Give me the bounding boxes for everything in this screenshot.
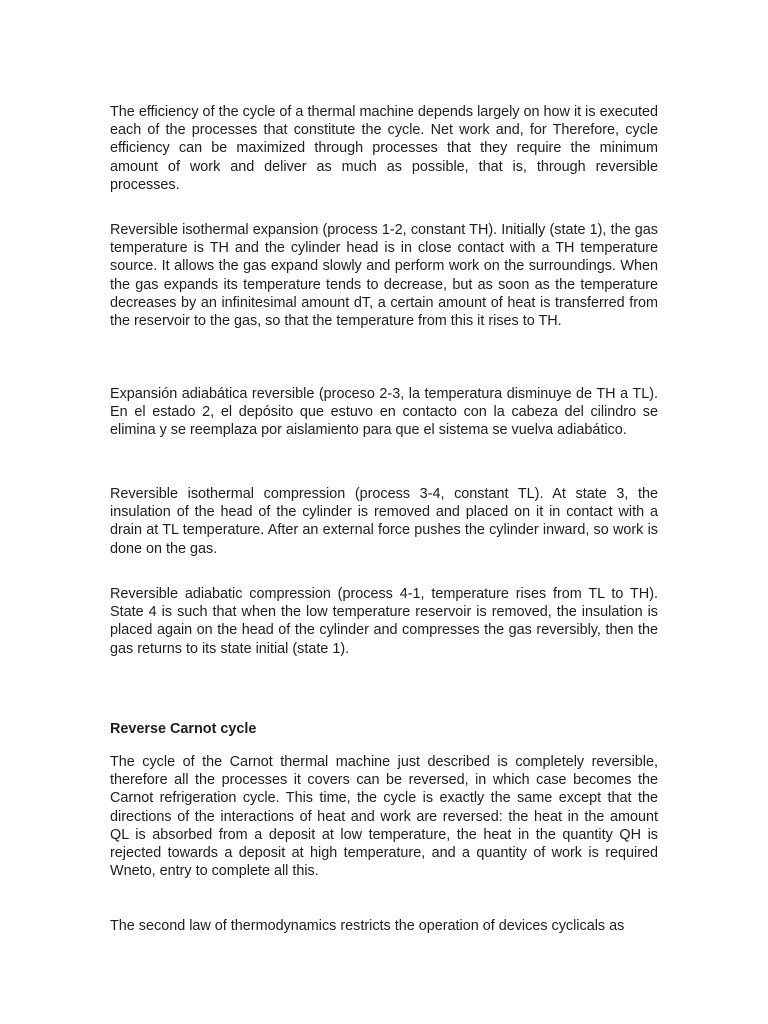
paragraph-adiabatic-expansion: Expansión adiabática reversible (proceso 2-3, la temperatura disminuye de TH a TL). En el estado 2, el depósito que estuvo en contacto con la cabeza del cilindro se elimina y se reemplaza por aislamiento para que el sistema se vuelva adiabático. <box>110 386 658 439</box>
paragraph-isothermal-compression: Reversible isothermal compression (process 3-4, constant TL). At state 3, the insulation of the head of the cylinder is removed and placed on it in contact with a drain at TL temperature. After an external force pushes the cylinder inward, so work is done on the gas. <box>110 486 658 557</box>
paragraph-isothermal-expansion: Reversible isothermal expansion (process 1-2, constant TH). Initially (state 1), the gas temperature is TH and the cylinder head is in close contact with a TH temperature source. It allows the gas expand slowly and perform work on the surroundings. When the gas expands its temperature tends to decrease, but as soon as the temperature decreases by an infinitesimal amount dT, a certain amount of heat is transferred from the reservoir to the gas, so that the temperature from this it rises to TH. <box>110 222 658 330</box>
paragraph-adiabatic-compression: Reversible adiabatic compression (process 4-1, temperature rises from TL to TH). State 4 is such that when the low temperature reservoir is removed, the insulation is placed again on the head of the cylinder and compresses the gas reversibly, then the gas returns to its state initial (state 1). <box>110 586 658 657</box>
paragraph-second-law: The second law of thermodynamics restricts the operation of devices cyclicals as <box>110 918 625 934</box>
paragraph-cycle-efficiency: The efficiency of the cycle of a thermal machine depends largely on how it is executed each of the processes that constitute the cycle. Net work and, for Therefore, cycle efficiency can be maximized through processes that they require the minimum amount of work and deliver as much as possible, that is, through reversible processes. <box>110 104 658 193</box>
section-heading-reverse-carnot: Reverse Carnot cycle <box>110 721 257 737</box>
paragraph-reverse-carnot: The cycle of the Carnot thermal machine just described is completely reversible, therefore all the processes it covers can be reversed, in which case becomes the Carnot refrigeration cycle. This time, the cycle is exactly the same except that the directions of the interactions of heat and work are reversed: the heat in the amount QL is absorbed from a deposit at low temperature, the heat in the quantity QH is rejected towards a deposit at high temperature, and a quantity of work is required Wneto, entry to complete all this. <box>110 754 658 880</box>
